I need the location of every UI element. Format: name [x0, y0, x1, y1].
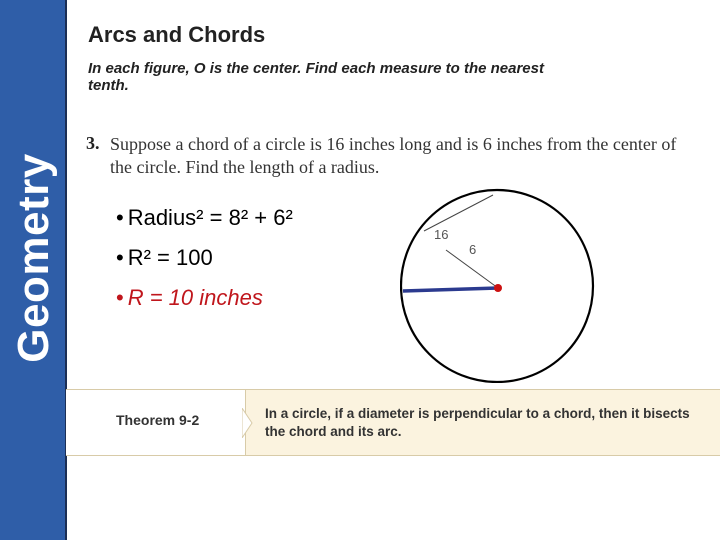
solution-line-1 — [116, 204, 396, 244]
sidebar — [0, 0, 67, 540]
solution-line-3 — [116, 284, 396, 324]
solution-text: Radius² = 8² + 6² — [127, 205, 293, 230]
problem-text: Suppose a chord of a circle is 16 inches long and is 6 inches from the center of the circle. Find the length of a radius. — [110, 134, 677, 177]
theorem-text: In a circle, if a diameter is perpendicular to a chord, then it bisects the chord and its arc. — [265, 406, 690, 439]
distance-label: 6 — [469, 242, 477, 257]
bullet: • — [116, 245, 124, 270]
theorem-notch — [242, 408, 262, 438]
theorem-tab — [66, 390, 246, 455]
page-title: Arcs and Chords — [88, 22, 266, 47]
theorem-name: Theorem 9-2 — [116, 412, 200, 428]
instructions: In each figure, O is the center. Find each measure to the nearest tenth. — [88, 60, 544, 94]
solution-answer: R = 10 inches — [127, 285, 263, 310]
theorem-box — [66, 389, 720, 456]
sidebar-title: Geometry — [9, 153, 58, 363]
circle-diagram — [400, 188, 600, 383]
chord-label: 16 — [434, 227, 449, 242]
solution-list — [116, 204, 396, 324]
problem-number: 3. — [86, 133, 100, 153]
center-point — [494, 284, 502, 292]
solution-text: R² = 100 — [127, 245, 213, 270]
circle-figure — [400, 188, 600, 383]
bullet: • — [116, 205, 124, 230]
radius-segment — [403, 288, 498, 291]
bullet: • — [116, 285, 124, 310]
solution-line-2 — [116, 244, 396, 284]
